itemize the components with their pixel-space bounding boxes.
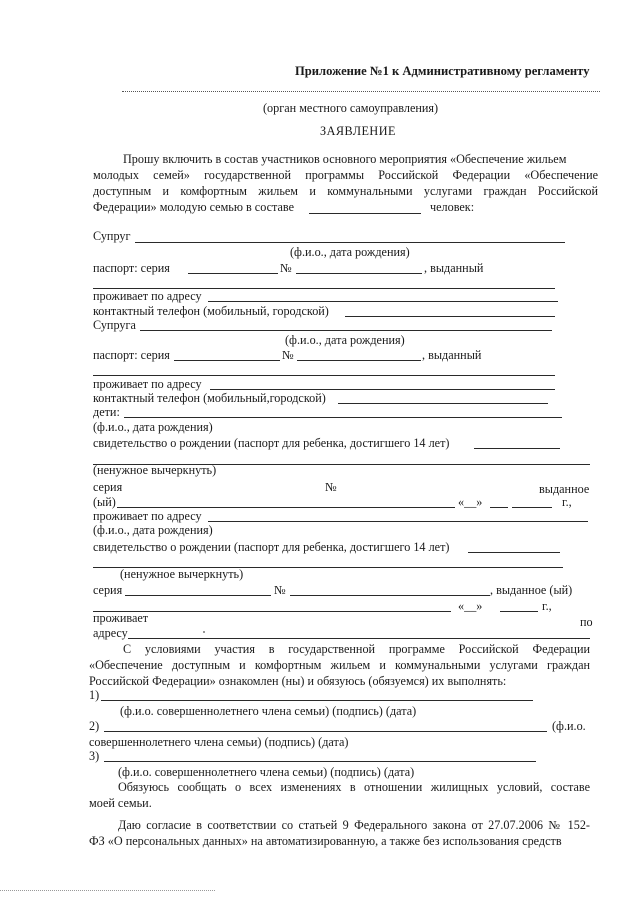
child2-series-label: серия [93,583,123,597]
intro-line-2: молодых семей» государственной программы Российской Федерации «Обеспечение [93,168,598,182]
authority-field[interactable] [122,91,600,92]
child2-number-field[interactable] [290,595,490,596]
family-size-field[interactable] [309,213,421,214]
consent-line-1: Даю согласие в соответствии со статьей 9 Федерального закона от 27.07.2006 № 152- [118,818,590,832]
wife-passport-issued-field[interactable] [93,375,555,376]
scan-speck [203,631,205,633]
husband-address-field[interactable] [208,301,558,302]
husband-label: Супруг [93,229,131,243]
child1-yi-label: (ый) [93,495,116,509]
child2-cert-field[interactable] [468,552,560,553]
husband-phone-field[interactable] [345,316,555,317]
child1-cert-label: свидетельство о рождении (паспорт для ребенка, достигшего 14 лет) [93,436,450,450]
signature-3-number: 3) [89,749,100,763]
wife-name-field[interactable] [140,330,552,331]
wife-address-label: проживает по адресу [93,377,202,391]
child1-cert-field[interactable] [474,448,560,449]
child2-name-caption: (ф.и.о., дата рождения) [93,523,213,537]
child2-year-suffix: г., [542,599,552,613]
husband-passport-number-field[interactable] [296,273,422,274]
child2-number-label: № [274,583,286,597]
authority-caption: (орган местного самоуправления) [263,101,439,115]
wife-passport-issued-label: , выданный [422,348,482,362]
husband-phone-label: контактный телефон (мобильный, городской) [93,304,329,318]
signature-2-caption: совершеннолетнего члена семьи) (подпись) (дата) [89,735,349,749]
conditions-line-2: «Обеспечение доступным и комфортным жильем и коммунальными услугами граждан [89,658,590,672]
signature-2-number: 2) [89,719,100,733]
child1-issued-by-field[interactable] [117,507,455,508]
husband-name-field[interactable] [135,242,565,243]
husband-passport-series-field[interactable] [188,273,278,274]
child2-lives-label: проживает [93,611,149,625]
child1-issued-word: выданное [539,482,590,496]
conditions-line-1: С условиями участия в государственной программе Российской Федерации [123,642,590,656]
child1-address-field[interactable] [208,521,588,522]
page-edge-line [0,890,215,891]
child1-series-label: серия [93,480,123,494]
child1-month-field[interactable] [490,507,508,508]
child2-date-quote: «__» [458,599,483,613]
wife-label: Супруга [93,318,136,332]
wife-passport-label: паспорт: серия [93,348,170,362]
wife-phone-field[interactable] [338,403,548,404]
wife-passport-number-field[interactable] [297,360,421,361]
husband-passport-label: паспорт: серия [93,261,170,275]
wife-passport-series-field[interactable] [174,360,280,361]
intro-line-4b: человек: [430,200,475,214]
child2-series-field[interactable] [125,595,271,596]
wife-phone-label: контактный телефон (мобильный,городской) [93,391,326,405]
signature-1-number: 1) [89,688,100,702]
consent-line-2: ФЗ «О персональных данных» на автоматизированную, а также без использования средств [89,834,562,848]
annex-title: Приложение №1 к Административному регламенту [295,64,590,78]
child1-year-field[interactable] [512,507,552,508]
signature-2-fio-label: (ф.и.о. [552,719,586,733]
child2-address-field[interactable] [128,638,590,639]
signature-1-caption: (ф.и.о. совершеннолетнего члена семьи) (подпись) (дата) [120,704,417,718]
wife-address-field[interactable] [210,389,555,390]
child1-number-label: № [325,480,337,494]
husband-passport-number-label: № [280,261,292,275]
child2-po-label: по [580,615,593,629]
husband-address-label: проживает по адресу [93,289,202,303]
child2-strike-note: (ненужное вычеркнуть) [120,567,244,581]
child2-year-field[interactable] [500,611,538,612]
child2-cert-label: свидетельство о рождении (паспорт для ребенка, достигшего 14 лет) [93,540,450,554]
intro-line-4a: Федерации» молодую семью в составе [93,200,294,214]
child1-year-suffix: г., [562,495,572,509]
husband-passport-issued-label: , выданный [424,261,484,275]
obligation-line-2: моей семьи. [89,796,152,810]
conditions-line-3: Российской Федерации» ознакомлен (ны) и обязуюсь (обязуемся) их выполнять: [89,674,507,688]
child2-issued-label: , выданное (ый) [490,583,573,597]
child1-name-caption: (ф.и.о., дата рождения) [93,420,213,434]
intro-line-3: доступным и комфортным жильем и коммунальными услугами граждан Российской [93,184,598,198]
signature-3-caption: (ф.и.о. совершеннолетнего члена семьи) (подпись) (дата) [118,765,415,779]
child2-address-label: адресу [93,626,128,640]
child1-date-quote: «__» [458,495,483,509]
obligation-line-1: Обязуюсь сообщать о всех изменениях в отношении жилищных условий, составе [118,780,590,794]
document-title: ЗАЯВЛЕНИЕ [320,124,396,138]
signature-1-field[interactable] [101,700,533,701]
intro-line-1: Прошу включить в состав участников основного мероприятия «Обеспечение жильем [123,152,567,166]
child1-address-label: проживает по адресу [93,509,202,523]
wife-passport-number-label: № [282,348,294,362]
husband-name-caption: (ф.и.о., дата рождения) [290,245,410,259]
signature-3-field[interactable] [104,761,536,762]
wife-name-caption: (ф.и.о., дата рождения) [285,333,405,347]
child1-name-field[interactable] [124,417,562,418]
signature-2-field[interactable] [104,731,547,732]
child1-strike-note: (ненужное вычеркнуть) [93,463,217,477]
children-label: дети: [93,405,120,419]
